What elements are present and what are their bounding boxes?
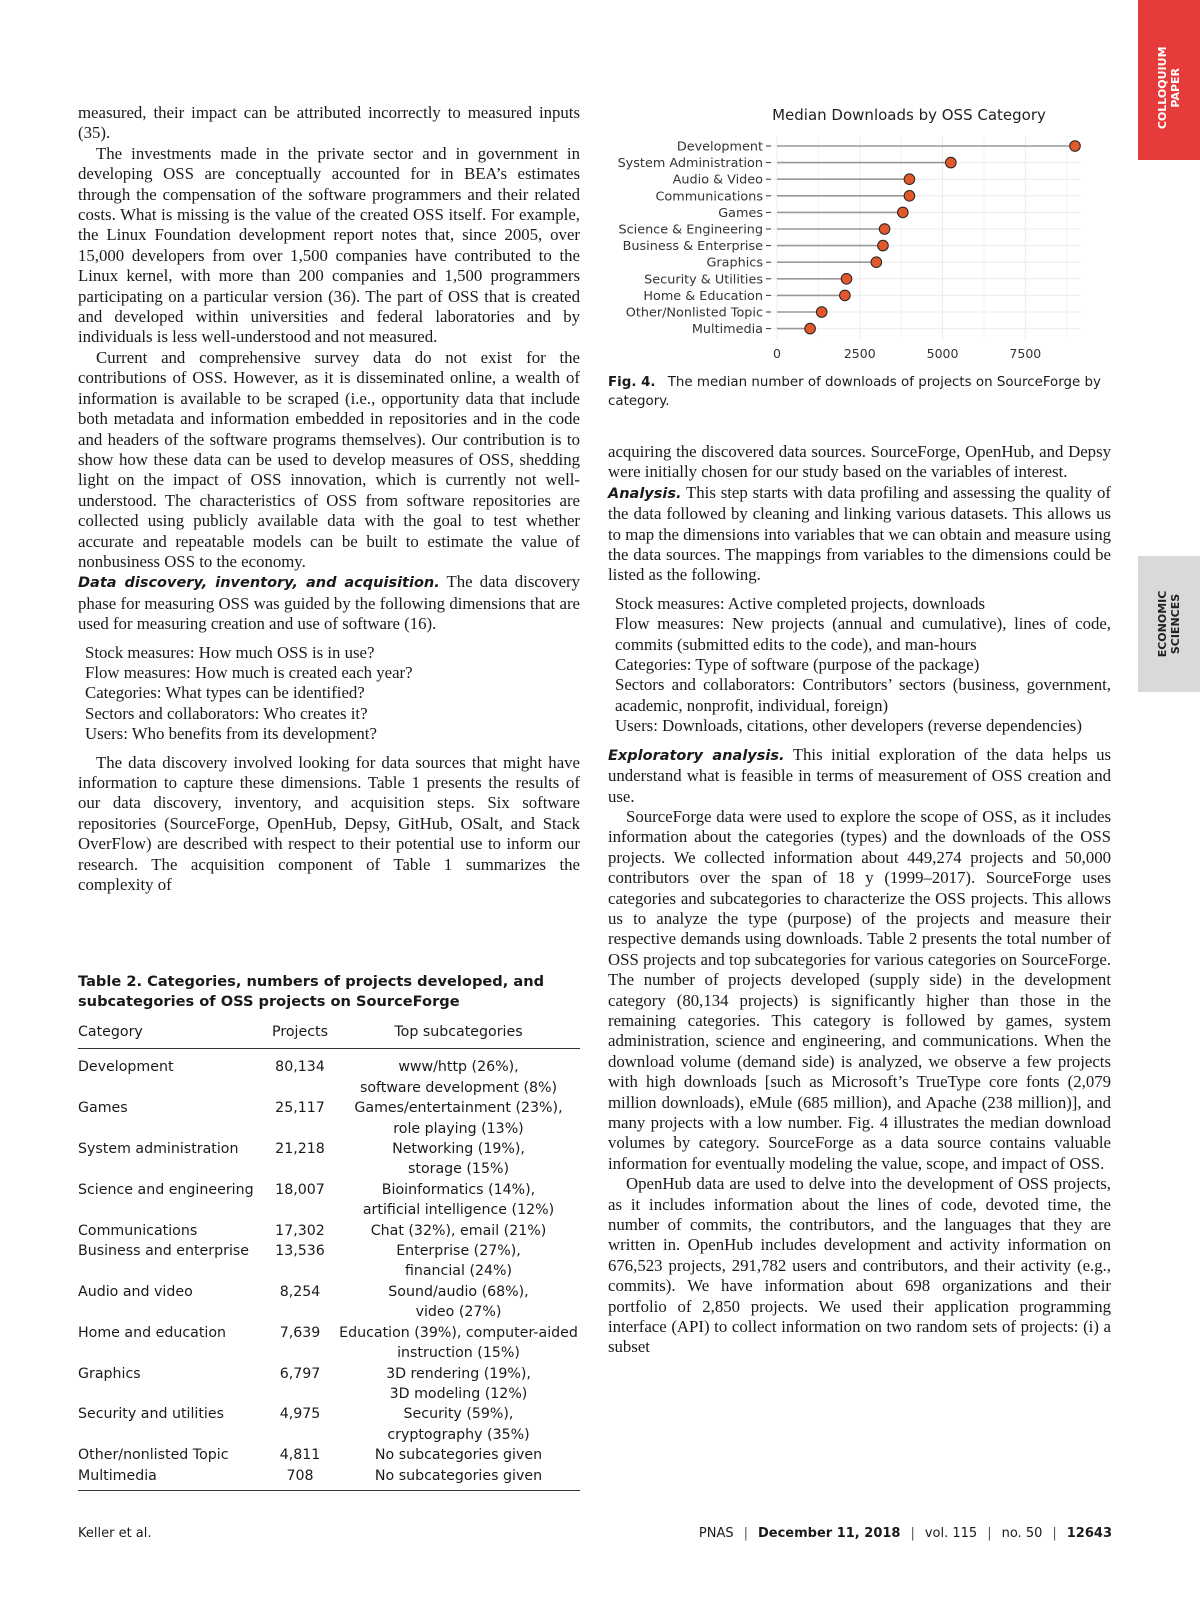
list-item: Categories: What types can be identified? <box>85 683 365 703</box>
subcategory-line: cryptography (35%) <box>387 1426 530 1443</box>
journal-name: PNAS <box>698 1526 734 1541</box>
table-row <box>78 1445 580 1465</box>
section-heading: Data discovery, inventory, and acquisition. <box>78 575 440 592</box>
category-cell: Audio and video <box>78 1283 193 1300</box>
subcategory-line: software development (8%) <box>359 1079 558 1096</box>
y-tick-label: Other/Nonlisted Topic <box>625 305 763 321</box>
projects-cell: 80,134 <box>275 1059 325 1076</box>
subcategory-line: Sound/audio (68%), <box>388 1283 529 1300</box>
subcategories-cell <box>337 1282 580 1323</box>
paragraph: Exploratory analysis. This initial exploration of the data helps us understand what is feasible in terms of measurement of OSS creation and use. <box>608 744 1111 806</box>
category-cell: Home and education <box>78 1324 227 1341</box>
subcategory-line: 3D modeling (12%) <box>389 1385 528 1402</box>
y-tick-label: Science & Engineering <box>618 222 763 238</box>
category-cell: Multimedia <box>78 1466 263 1491</box>
paragraph: The investments made in the private sector and in government in developing OSS are conceptually accounted for in BEA’s estimates through the compensation of the software programmers and their related costs. What is missing is the value of the created OSS itself. For example, the Linux Foundation development report notes that, since 2005, over 15,000 developers from over 1,500 companies have contributed to the Linux kernel, with more than 200 companies and 1,500 programmers participating on a particular version (36). The part of OSS that is created and developed within universities and federal laboratories and by individuals is less well-understood and not measured. <box>78 143 580 347</box>
median-downloads-chart <box>605 100 1115 380</box>
category-cell: Science and engineering <box>78 1181 254 1198</box>
left-column <box>78 103 580 895</box>
data-point <box>1070 141 1081 152</box>
table-header-row <box>78 1022 580 1049</box>
projects-cell: 7,639 <box>279 1324 321 1341</box>
y-axis <box>618 140 771 338</box>
colloquium-paper-label: COLLOQUIUM PAPER <box>1156 46 1182 130</box>
section-heading: Analysis. <box>608 485 682 502</box>
table-row <box>78 1221 580 1241</box>
table-row <box>78 1241 580 1282</box>
column-header: Category <box>78 1022 263 1049</box>
subcategory-line: www/http (26%), <box>398 1059 519 1076</box>
y-tick-label: Multimedia <box>691 322 763 338</box>
x-tick-label: 2500 <box>843 346 876 361</box>
data-point <box>904 174 915 185</box>
section-label: ECONOMIC SCIENCES <box>1156 590 1182 658</box>
table-row <box>78 1282 580 1323</box>
subcategory-line: Networking (19%), <box>392 1141 525 1158</box>
subcategories-cell <box>337 1404 580 1445</box>
projects-cell: 17,302 <box>275 1222 325 1239</box>
subcategories-cell <box>337 1180 580 1221</box>
paragraph: OpenHub data are used to delve into the development of OSS projects, as it includes information about the lines of code, devoted time, the number of commits, the contributors, and the languages that they are written in. OpenHub includes development and activity information on 676,523 projects, 291,782 users and contributors, and their activity (e.g., commits). We have information about 698 organizations and their portfolio of 2,850 projects. We used their application programming interface (API) to collect information on two random sets of projects: (i) a subset <box>608 1174 1111 1357</box>
figure-caption <box>608 374 1113 411</box>
subcategories-cell <box>337 1445 580 1465</box>
table <box>78 1022 580 1491</box>
projects-cell: 4,811 <box>279 1447 321 1464</box>
list-item: Flow measures: How much is created each year? <box>85 662 413 682</box>
table-caption: Table 2. Categories, numbers of projects developed, and subcategories of OSS projects on SourceForge <box>78 973 545 1010</box>
y-tick-label: Communications <box>655 189 763 205</box>
table-row <box>78 1323 580 1364</box>
category-cell: Other/nonlisted Topic <box>78 1447 229 1464</box>
subcategory-line: role playing (13%) <box>393 1120 524 1137</box>
column-header: Projects <box>263 1022 337 1049</box>
subcategories-cell <box>337 1098 580 1139</box>
x-tick-label: 5000 <box>926 346 959 361</box>
table-row <box>78 1364 580 1405</box>
data-point <box>840 290 851 301</box>
table-row <box>78 1098 580 1139</box>
list-item: Categories: Type of software (purpose of the package) <box>615 655 980 675</box>
table-row <box>78 1049 580 1098</box>
table-2 <box>78 972 580 1491</box>
list-item: Sectors and collaborators: Contributors’ sectors (business, government, academic, nonprofit, individual, foreign) <box>615 675 1111 715</box>
data-point <box>904 191 915 202</box>
table-row <box>78 1139 580 1180</box>
projects-cell: 13,536 <box>275 1243 325 1260</box>
list-item: Flow measures: New projects (annual and cumulative), lines of code, commits (submitted edits to the code), and man-hours <box>615 614 1111 654</box>
subcategory-line: No subcategories given <box>374 1467 543 1484</box>
y-tick-label: Home & Education <box>643 288 763 304</box>
projects-cell: 18,007 <box>275 1181 325 1198</box>
data-point <box>898 207 909 218</box>
category-cell: Business and enterprise <box>78 1243 250 1260</box>
category-cell: Graphics <box>78 1365 141 1382</box>
subcategory-line: instruction (15%) <box>397 1345 520 1362</box>
table-row <box>78 1404 580 1445</box>
data-point <box>841 274 852 285</box>
footer-citation: PNAS | December 11, 2018 | vol. 115 | no. 50 | 12643 <box>698 1526 1112 1541</box>
list-item: Stock measures: Active completed projects, downloads <box>615 593 986 613</box>
category-cell: Security and utilities <box>78 1406 224 1423</box>
subcategory-line: Education (39%), computer-aided <box>339 1324 578 1341</box>
y-tick-label: Audio & Video <box>672 172 763 188</box>
paragraph: Data discovery, inventory, and acquisition. The data discovery phase for measuring OSS was guided by the following dimensions that are used for measuring creation and use of software (16). <box>78 572 581 634</box>
table-row <box>78 1180 580 1221</box>
category-cell: Communications <box>78 1222 198 1239</box>
projects-cell: 25,117 <box>275 1100 325 1117</box>
caption-text: The median number of downloads of projects on SourceForge by category. <box>608 375 1101 409</box>
category-cell: Development <box>78 1059 174 1076</box>
list-item: Users: Who benefits from its development? <box>85 724 377 744</box>
colloquium-paper-tab <box>1138 0 1200 160</box>
y-tick-label: Games <box>718 205 763 221</box>
projects-cell: 708 <box>263 1466 337 1491</box>
subcategory-line: 3D rendering (19%), <box>386 1365 531 1382</box>
projects-cell: 8,254 <box>279 1283 321 1300</box>
column-header: Top subcategories <box>337 1022 580 1049</box>
y-tick-label: Business & Enterprise <box>622 239 763 255</box>
list-item: Sectors and collaborators: Who creates it? <box>85 703 368 723</box>
subcategory-line: Games/entertainment (23%), <box>354 1100 563 1117</box>
mapping-list <box>615 594 1111 737</box>
paragraph: The data discovery involved looking for data sources that might have information to capture these dimensions. Table 1 presents the results of our data discovery, inventory, and acquisition steps. Six software repositories (SourceForge, OpenHub, Depsy, GitHub, OSalt, and Stack OverFlow) are described with respect to their potential use to inform our research. The acquisition component of Table 1 summarizes the complexity of <box>78 752 580 895</box>
x-tick-label: 0 <box>773 346 781 361</box>
subcategory-line: Bioinformatics (14%), <box>381 1181 536 1198</box>
figure-4 <box>605 100 1115 430</box>
subcategories-cell <box>337 1466 580 1491</box>
subcategory-line: artificial intelligence (12%) <box>362 1202 555 1219</box>
subcategories-cell <box>337 1221 580 1241</box>
table-row <box>78 1466 580 1491</box>
paragraph: Current and comprehensive survey data do not exist for the contributions of OSS. However, as it is disseminated online, a wealth of information is available to be scraped (i.e., opportunity data that include both metadata and information embedded in repositories and in the code and headers of the software programs themselves). Our contribution is to show how these data can be used to develop measures of OSS, shedding light on the impact of OSS innovation, which is currently not well-understood. The characteristics of OSS from software repositories are collected using publicly available data with the goal to test whether accurate and repeatable models can be built to estimate the value of nonbusiness OSS to the economy. <box>78 347 580 571</box>
list-item: Stock measures: How much OSS is in use? <box>85 642 375 662</box>
page-number: 12643 <box>1066 1526 1112 1541</box>
footer-authors: Keller et al. <box>78 1526 152 1541</box>
y-tick-label: Development <box>676 139 763 155</box>
subcategories-cell <box>337 1364 580 1405</box>
data-point <box>878 240 889 251</box>
paragraph: SourceForge data were used to explore the scope of OSS, as it includes information about the categories (types) and the downloads of the OSS projects. We collected information about 449,274 projects and 50,000 contributors over the span of 18 y (1999–2017). SourceForge uses categories and subcategories to characterize the OSS projects. This allows us to analyze the type (purpose) of the projects and measure their respective demands using downloads. Table 2 presents the total number of OSS projects and top subcategories for various categories on SourceForge. The number of projects developed (supply side) in the development category (80,134 projects) is significantly higher than those in the remaining categories. This category is followed by games, system administration, science and engineering, and communications. When the download volume (demand side) is analyzed, we observe a few projects with high downloads [such as Microsoft’s TrueType core fonts (2,079 million downloads), eMule (685 million), and Apache (238 million)], and many projects with a low number. Fig. 4 illustrates the median download volumes by category. SourceForge as a data source contains valuable information for eventually modeling the value, scope, and impact of OSS. <box>608 806 1111 1173</box>
subcategory-line: Security (59%), <box>403 1406 514 1423</box>
publication-date: December 11, 2018 <box>757 1526 901 1541</box>
data-point <box>946 157 957 168</box>
x-axis <box>773 346 1041 361</box>
section-heading: Exploratory analysis. <box>608 747 785 764</box>
y-tick-label: Security & Utilities <box>644 272 763 288</box>
caption-label: Fig. 4. <box>608 375 656 390</box>
subcategory-line: Chat (32%), email (21%) <box>370 1222 547 1239</box>
issue-number: no. 50 <box>1001 1526 1043 1541</box>
projects-cell: 6,797 <box>279 1365 321 1382</box>
subcategory-line: video (27%) <box>415 1304 502 1321</box>
dimension-list <box>85 643 580 745</box>
subcategories-cell <box>337 1139 580 1180</box>
paragraph: measured, their impact can be attributed incorrectly to measured inputs (35). <box>78 103 580 143</box>
category-cell: System administration <box>78 1141 239 1158</box>
category-cell: Games <box>78 1100 128 1117</box>
subcategory-line: financial (24%) <box>404 1263 513 1280</box>
subcategory-line: storage (15%) <box>407 1161 509 1178</box>
y-tick-label: System Administration <box>617 156 763 172</box>
y-tick-label: Graphics <box>706 255 763 271</box>
list-item: Users: Downloads, citations, other developers (reverse dependencies) <box>615 716 1082 736</box>
subcategories-cell <box>337 1049 580 1098</box>
right-column <box>608 442 1111 1358</box>
paragraph: Analysis. This step starts with data profiling and assessing the quality of the data followed by cleaning and linking various datasets. This allows us to map the dimensions into variables that we can obtain and measure using the data sources. The mappings from variables to the dimensions could be listed as the following. <box>608 482 1111 585</box>
subcategory-line: No subcategories given <box>374 1447 543 1464</box>
data-point <box>871 257 882 268</box>
subcategories-cell <box>337 1323 580 1364</box>
section-tab <box>1138 556 1200 692</box>
x-tick-label: 7500 <box>1009 346 1042 361</box>
data-point <box>879 224 890 235</box>
data-point <box>805 323 816 334</box>
projects-cell: 21,218 <box>275 1141 325 1158</box>
volume: vol. 115 <box>924 1526 978 1541</box>
paragraph: acquiring the discovered data sources. SourceForge, OpenHub, and Depsy were initially chosen for our study based on the variables of interest. <box>608 442 1111 482</box>
subcategories-cell <box>337 1241 580 1282</box>
data-point <box>816 307 827 318</box>
projects-cell: 4,975 <box>279 1406 321 1423</box>
subcategory-line: Enterprise (27%), <box>396 1243 521 1260</box>
chart-title: Median Downloads by OSS Category <box>772 106 1046 124</box>
